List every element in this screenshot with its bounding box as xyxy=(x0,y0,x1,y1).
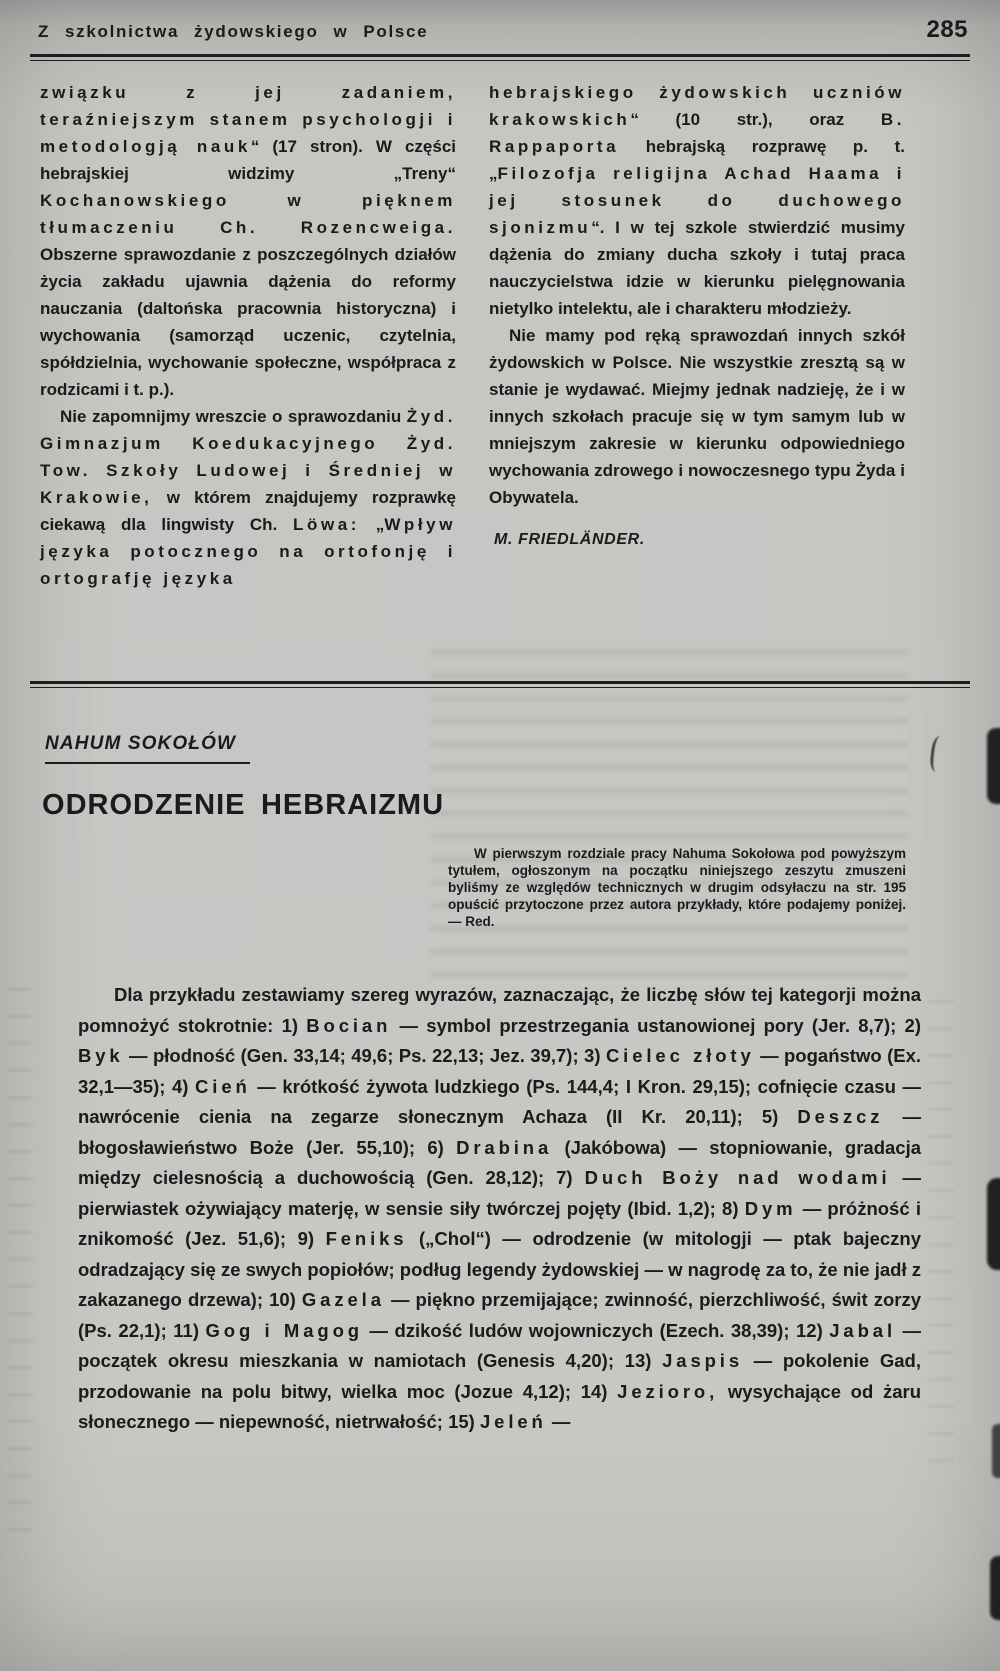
article-author: NAHUM SOKOŁÓW xyxy=(45,733,250,764)
page-number: 285 xyxy=(926,16,968,43)
scan-artifact xyxy=(929,735,947,772)
scan-artifact xyxy=(990,1556,1000,1620)
page-header xyxy=(38,16,968,44)
scan-artifact xyxy=(987,728,1000,804)
article-continuation xyxy=(40,79,906,592)
paragraph: hebrajskiego żydowskich uczniów krakowskich“ (10 str.), oraz B. Rappaporta hebrajską rozprawę p. t. „Filozofja religijna Achad Haama i jej stosunek do duchowego sjonizmu“. I w tej szkole stwierdzić musimy dążenia do zmiany ducha szkoły i tutaj praca nauczycielstwa idzie w kierunku pielęgnowania nietylko intelektu, ale i charakteru młodzieży. xyxy=(489,83,905,318)
paragraph: Nie zapomnijmy wreszcie o sprawozdaniu Żyd. Gimnazjum Koedukacyjnego Żyd. Tow. Szkoły Ludowej i Średniej w Krakowie, w którem znajdujemy rozprawkę ciekawą dla lingwisty Ch. Löwa: „Wpływ języka potocznego na ortofonję i ortografję języka xyxy=(40,407,456,588)
bleed-through-left-margin xyxy=(8,988,32,1548)
author-signature: M. FRIEDLÄNDER. xyxy=(494,531,645,548)
article-title: ODRODZENIE HEBRAIZMU xyxy=(42,789,445,821)
section-divider xyxy=(30,681,970,688)
section-divider-thin xyxy=(30,687,970,689)
header-rule-thick xyxy=(30,54,970,57)
header-rule xyxy=(30,54,970,61)
left-column xyxy=(40,79,456,592)
article-body: Dla przykładu zestawiamy szereg wyrazów, zaznaczając, że liczbę słów tej kategorji można pomnożyć stokrotnie: 1) Bocian — symbol przestrzegania ustanowionej pory (Jer. 8,7); 2) Byk — płodność (Gen. 33,14; 49,6; Ps. 22,13; Jez. 39,7); 3) Cielec złoty — pogaństwo (Ex. 32,1—35); 4) Cień — krótkość żywota ludzkiego (Ps. 144,4; I Kron. 29,15); cofnięcie czasu — nawrócenie cienia na zegarze słonecznym Achaza (II Kr. 20,11); 5) Deszcz — błogosławieństwo Boże (Jer. 55,10); 6) Drabina (Jakóbowa) — stopniowanie, gradacja między cielesnością a duchowością (Gen. 28,12); 7) Duch Boży nad wodami — pierwiastek ożywiający materję, w sensie siły twórczej pojęty (Ibid. 1,2); 8) Dym — próżność i znikomość (Jez. 51,6); 9) Feniks („Chol“) — odrodzenie (w mitologji — ptak bajeczny odradzający się ze swych popiołów; podług legendy żydowskiej — w nagrodę za to, że nie jadł z zakazanego drzewa); 10) Gazela — piękno przemijające; zwinność, pierzchliwość, świt zorzy (Ps. 22,1); 11) Gog i Magog — dzikość ludów wojowniczych (Ezech. 38,39); 12) Jabal — początek okresu mieszkania w namiotach (Genesis 4,20); 13) Jaspis — pokolenie Gad, przodowanie na polu bitwy, wielka moc (Jozue 4,12); 14) Jezioro, wysychające od żaru słonecznego — niepewność, nietrwałość; 15) Jeleń — xyxy=(78,984,922,1432)
bleed-through-right-margin xyxy=(928,1000,954,1470)
bleed-through-text xyxy=(430,642,908,986)
editorial-note: W pierwszym rozdziale pracy Nahuma Sokołowa pod powyższym tytułem, ogłoszonym na początku niniejszego zeszytu zmuszeni byliśmy ze względów technicznych w drugim odsyłaczu na str. 195 opuścić przytoczone przez autora przykłady, które podajemy poniżej. — Red. xyxy=(448,846,906,929)
scan-artifact xyxy=(992,1424,1000,1478)
paragraph: Nie mamy pod ręką sprawozdań innych szkół żydowskich w Polsce. Nie wszystkie zresztą są w stanie je wydawać. Miejmy jednak nadzieję, że i w innych szkołach pracuje się w tym samym lub w mniejszym zakresie w kierunku odpowiedniego wychowania zdrowego i nowoczesnego typu Żyda i Obywatela. xyxy=(489,326,905,507)
right-column xyxy=(489,79,905,592)
running-title: Z szkolnictwa żydowskiego w Polsce xyxy=(38,22,429,41)
section-divider-thick xyxy=(30,681,970,684)
scan-artifact xyxy=(987,1178,1000,1270)
paragraph: związku z jej zadaniem, teraźniejszym stanem psychologji i metodologją nauk“ (17 stron). W części hebrajskiej widzimy „Treny“ Kochanowskiego w pięknem tłumaczeniu Ch. Rozencweiga. Obszerne sprawozdanie z poszczególnych działów życia zakładu ujawnia dążenia do reformy nauczania (daltońska pracownia historyczna) i wychowania (samorząd uczenic, czytelnia, spółdzielnia, wychowanie społeczne, współpraca z rodzicami i t. p.). xyxy=(40,83,456,399)
header-rule-thin xyxy=(30,60,970,62)
